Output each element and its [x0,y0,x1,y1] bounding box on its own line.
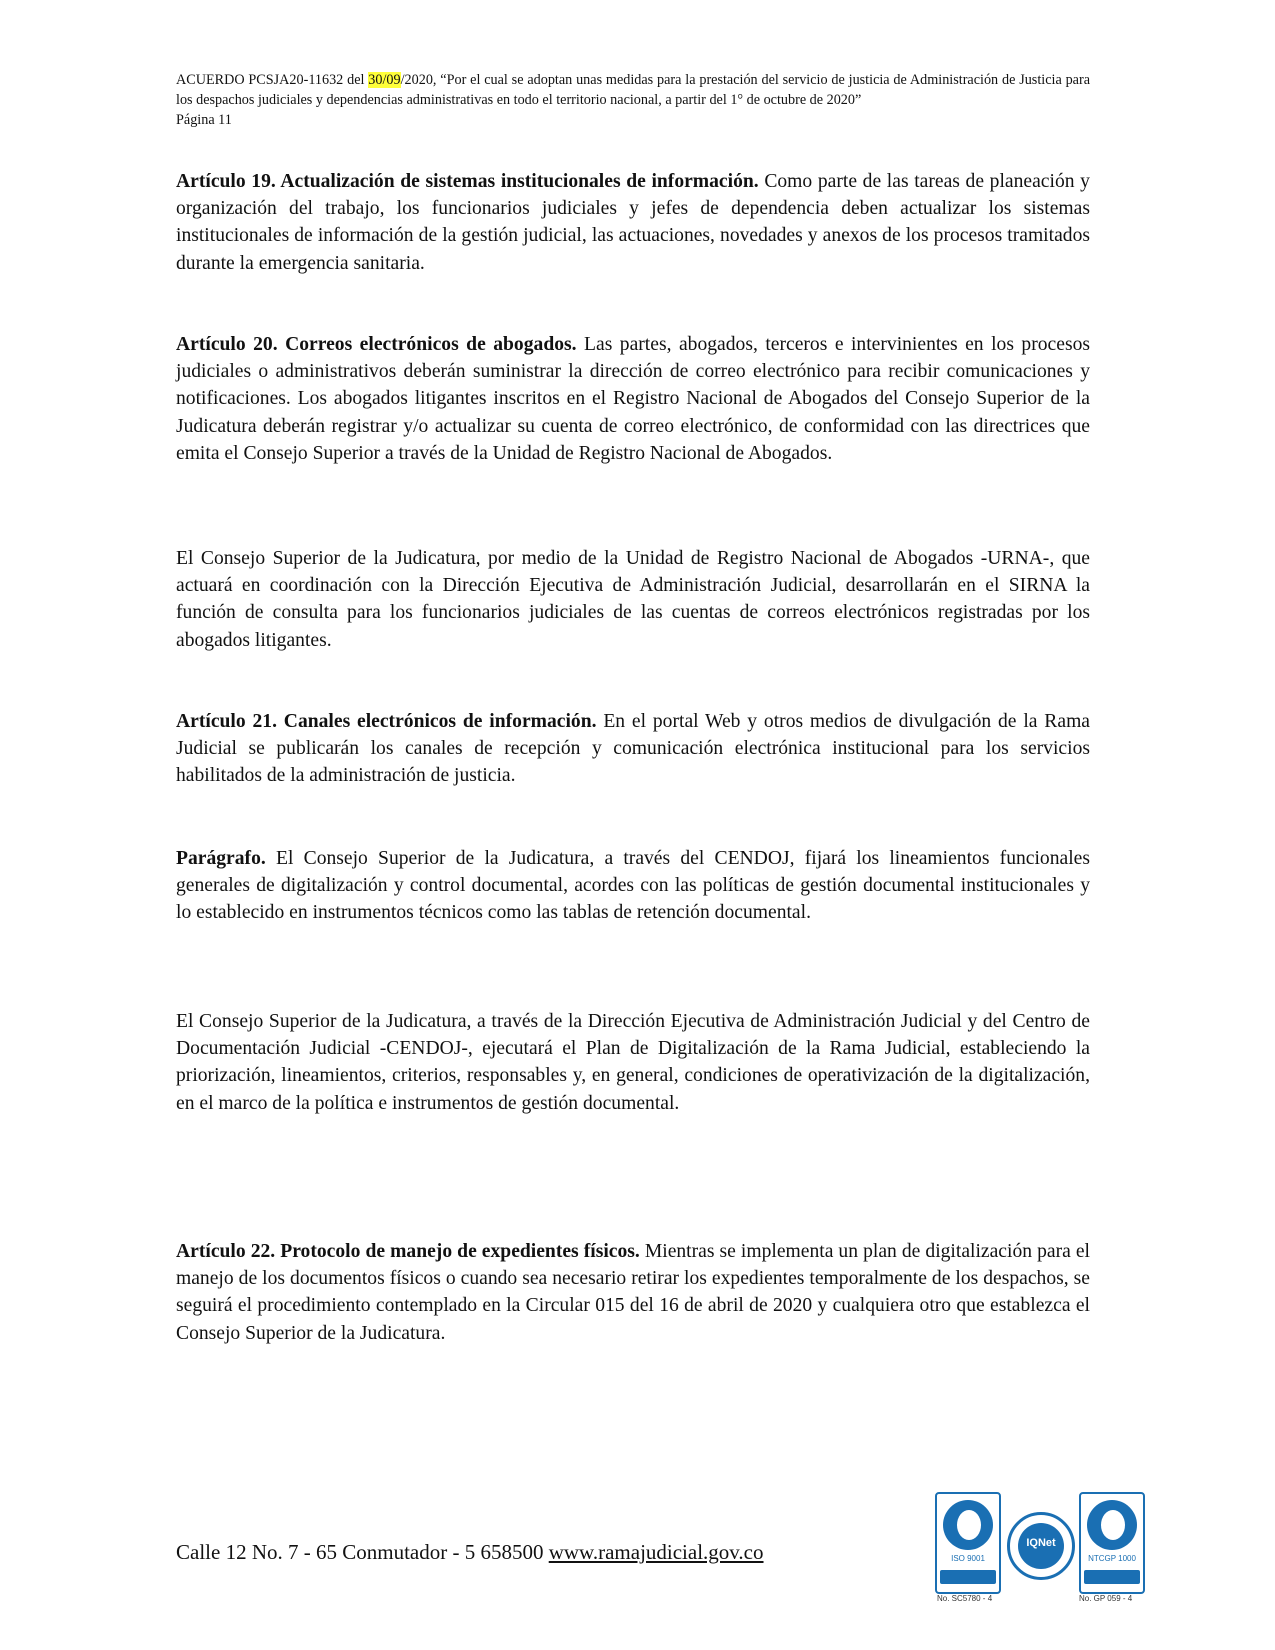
cert-number-left: No. SC5780 - 4 [937,1594,993,1603]
article-22 [176,1238,1090,1347]
certification-logos [935,1492,1145,1614]
footer-address: Calle 12 No. 7 - 65 Conmutador - 5 658500 [176,1540,549,1564]
article-20 [176,331,1090,467]
iqnet-label: IQNet [1026,1537,1056,1549]
page-number: Página 11 [176,112,232,128]
iso-label: ISO 9001 [951,1554,985,1563]
article-22-title: Artículo 22. Protocolo de manejo de expedientes físicos. [176,1241,640,1262]
highlighted-date: 30/09 [368,72,401,88]
paragrafo-text: El Consejo Superior de la Judicatura, a través del CENDOJ, fijará los lineamientos funcionales generales de digitalización y control documental, acordes con las políticas de gestión documental institucionales y lo establecido en instrumentos técnicos como las tablas de retención documental. [176,848,1090,924]
article-21-text: En el portal Web y otros medios de divulgación de la Rama Judicial se publicarán los canales de recepción y comunicación electrónica institucional para los servicios habilitados de la administración de justicia. [176,711,1091,787]
urna-paragraph [176,545,1090,654]
header-text-start: ACUERDO PCSJA20-11632 del [176,72,369,88]
article-19-text: Como parte de las tareas de planeación y organización del trabajo, los funcionarios judiciales y jefes de dependencia deben actualizar los sistemas institucionales de información de la gestión judicial, las actuaciones, novedades y anexos de los procesos tramitados durante la emergencia sanitaria. [176,171,1090,274]
icontec-c-icon [1087,1500,1137,1550]
header-text-end: /2020, “Por el cual se adoptan unas medidas para la prestación del servicio de justicia de Administración de Justicia para los despachos judiciales y dependencias administrativas en todo el territorio nacional, a partir del 1° de octubre de 2020” [176,72,1090,108]
article-21 [176,708,1090,790]
ntcgp-label: NTCGP 1000 [1088,1554,1136,1563]
article-19-title: Artículo 19. Actualización de sistemas institucionales de información. [176,171,759,192]
website-link[interactable]: www.ramajudicial.gov.co [548,1540,764,1564]
article-21-title: Artículo 21. Canales electrónicos de información. [176,711,597,732]
paragrafo [176,845,1090,927]
paragrafo-title: Parágrafo. [176,848,266,869]
iso-9001-logo [935,1492,1001,1594]
iqnet-logo [1007,1512,1075,1580]
article-22-text: Mientras se implementa un plan de digitalización para el manejo de los documentos físicos o cuando sea necesario retirar los expedientes temporalmente de los despachos, se seguirá el procedimiento contemplado en la Circular 015 del 16 de abril de 2020 y cualquiera otro que establezca el Consejo Superior de la Judicatura. [176,1241,1090,1344]
digitalization-plan-paragraph [176,1008,1090,1117]
icontec-band [940,1570,996,1584]
urna-text: El Consejo Superior de la Judicatura, por medio de la Unidad de Registro Nacional de Abogados -URNA-, que actuará en coordinación con la Dirección Ejecutiva de Administración Judicial, desarrollarán en el SIRNA la función de consulta para los funcionarios judiciales de las cuentas de correos electrónicos registradas por los abogados litigantes. [176,548,1090,651]
article-20-text: Las partes, abogados, terceros e intervinientes en los procesos judiciales o administrativos deberán suministrar la dirección de correo electrónico para recibir comunicaciones y notificaciones. Los abogados litigantes inscritos en el Registro Nacional de Abogados del Consejo Superior de la Judicatura deberán registrar y/o actualizar su cuenta de correo electrónico, de conformidad con las directrices que emita el Consejo Superior a través de la Unidad de Registro Nacional de Abogados. [176,334,1090,464]
document-header [176,70,1090,130]
digitalization-plan-text: El Consejo Superior de la Judicatura, a través de la Dirección Ejecutiva de Administración Judicial y del Centro de Documentación Judicial -CENDOJ-, ejecutará el Plan de Digitalización de la Rama Judicial, estableciendo la priorización, lineamientos, criterios, responsables y, en general, condiciones de operativización de la digitalización, en el marco de la política e instrumentos de gestión documental. [176,1011,1090,1114]
icontec-c-icon [943,1500,993,1550]
cert-number-right: No. GP 059 - 4 [1079,1594,1133,1603]
article-20-title: Artículo 20. Correos electrónicos de abogados. [176,334,577,355]
icontec-band [1084,1570,1140,1584]
article-19 [176,168,1090,277]
ntcgp-1000-logo [1079,1492,1145,1594]
footer-contact [176,1540,764,1565]
